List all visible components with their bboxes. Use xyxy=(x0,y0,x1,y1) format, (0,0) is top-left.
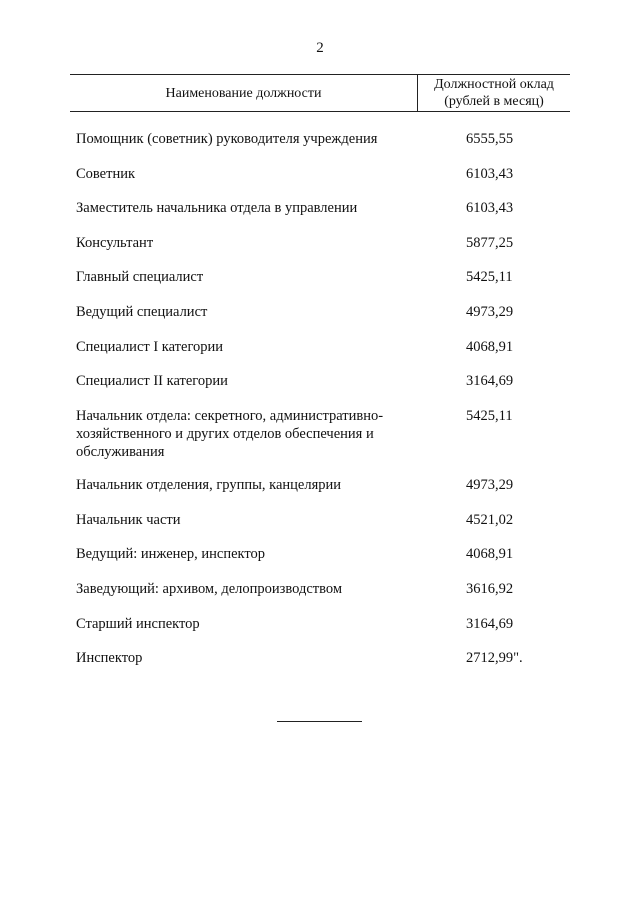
table-header-rule xyxy=(70,111,570,112)
position-name: Ведущий: инженер, инспектор xyxy=(76,546,266,562)
position-name: Заместитель начальника отдела в управлении xyxy=(76,200,358,216)
position-name: Ведущий специалист xyxy=(76,304,208,320)
salary-value: 3616,92 xyxy=(466,581,514,597)
salary-value: 4973,29 xyxy=(466,304,514,320)
position-name: Советник xyxy=(76,166,136,182)
page-number: 2 xyxy=(316,40,324,56)
salary-value: 3164,69 xyxy=(466,616,514,632)
salary-value: 6555,55 xyxy=(466,131,514,147)
salary-value: 3164,69 xyxy=(466,373,514,389)
salary-value: 5877,25 xyxy=(466,235,514,251)
position-name: Помощник (советник) руководителя учреждения xyxy=(76,131,378,147)
header-salary xyxy=(418,76,570,110)
position-name: Консультант xyxy=(76,235,154,251)
position-name: Инспектор xyxy=(76,650,143,666)
position-name: Специалист II категории xyxy=(76,373,228,389)
salary-value: 4068,91 xyxy=(466,546,514,562)
position-name: Начальник части xyxy=(76,512,181,528)
position-name: Старший инспектор xyxy=(76,616,200,632)
position-name: Главный специалист xyxy=(76,269,204,285)
position-name: Заведующий: архивом, делопроизводством xyxy=(76,581,343,597)
header-salary-line1: Должностной оклад xyxy=(434,77,554,92)
salary-value: 2712,99". xyxy=(466,650,523,666)
salary-value: 5425,11 xyxy=(466,408,513,424)
salary-value: 4521,02 xyxy=(466,512,514,528)
position-name: Начальник отдела: секретного, административно-хозяйственного и других отделов обеспечения и обслуживания xyxy=(76,408,384,460)
salary-value: 6103,43 xyxy=(466,166,514,182)
salary-value: 5425,11 xyxy=(466,269,513,285)
closing-line xyxy=(277,721,362,722)
position-name: Начальник отделения, группы, канцелярии xyxy=(76,477,342,493)
header-position-name: Наименование должности xyxy=(165,86,322,101)
header-salary-line2: (рублей в месяц) xyxy=(444,94,544,109)
salary-value: 4068,91 xyxy=(466,339,514,355)
position-name: Специалист I категории xyxy=(76,339,224,355)
salary-value: 6103,43 xyxy=(466,200,514,216)
salary-value: 4973,29 xyxy=(466,477,514,493)
table-top-rule xyxy=(70,74,570,75)
